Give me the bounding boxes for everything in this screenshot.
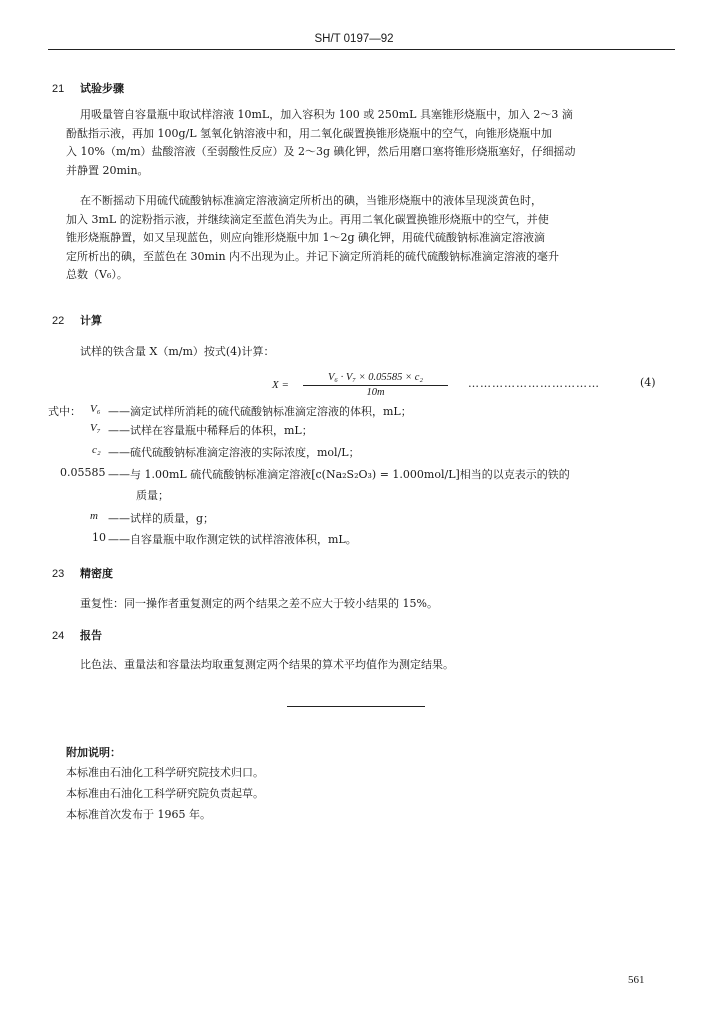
where-symbol: 0.05585 <box>60 466 106 479</box>
section-number: 23 <box>52 568 65 580</box>
section-number: 24 <box>52 630 65 642</box>
section-24-heading <box>52 627 102 643</box>
formula-numerator: V₆ · V₇ × 0.05585 × c₂ <box>303 372 448 386</box>
notes-title: 附加说明： <box>66 747 121 759</box>
where-desc: ——试样的质量，g； <box>108 512 215 525</box>
formula-lhs: X = <box>272 379 289 391</box>
section-title: 报告 <box>80 630 102 642</box>
text-line: 加入 3mL 的淀粉指示液，并继续滴定至蓝色消失为止。再用二氧化碳置换锥形烧瓶中的空气，并使 <box>66 212 549 226</box>
where-desc: ——与 1.00mL 硫代硫酸钠标准滴定溶液[c(Na₂S₂O₃) = 1.000mol/L]相当的以克表示的铁的 <box>108 468 570 481</box>
where-symbol: V₆ <box>90 403 101 415</box>
section-title: 计算 <box>80 315 102 327</box>
text-line: 用吸量管自容量瓶中取试样溶液 10mL，加入容积为 100 或 250mL 具塞锥形烧瓶中，加入 2～3 滴 <box>80 108 573 121</box>
where-symbol: c₂ <box>92 444 101 456</box>
where-desc: ——滴定试样所消耗的硫代硫酸钠标准滴定溶液的体积，mL； <box>108 405 412 418</box>
section-number: 22 <box>52 315 65 327</box>
header-rule <box>48 49 675 50</box>
where-desc: ——自容量瓶中取作测定铁的试样溶液体积，mL。 <box>108 533 357 546</box>
page-number: 561 <box>628 974 645 986</box>
text-line: 锥形烧瓶静置，如又呈现蓝色，则应向锥形烧瓶中加 1～2g 碘化钾，用硫代硫酸钠标准滴定溶液滴 <box>66 231 546 245</box>
text-line: 总数（V₆）。 <box>66 268 128 282</box>
document-code: SH/T 0197—92 <box>314 33 394 45</box>
text-line: 入 10%（m/m）盐酸溶液（至弱酸性反应）及 2～3g 碘化钾，然后用磨口塞将锥形烧瓶塞好，仔细摇动 <box>66 145 576 159</box>
section-23-text: 重复性：同一操作者重复测定的两个结果之差不应大于较小结果的 15%。 <box>80 597 438 610</box>
formula-fraction <box>303 372 448 398</box>
text-line: 并静置 20min。 <box>66 163 149 177</box>
where-desc: ——试样在容量瓶中稀释后的体积，mL； <box>108 424 313 437</box>
where-symbol: m <box>90 510 98 522</box>
where-lead: 式中： <box>48 405 81 418</box>
section-23-heading <box>52 565 113 581</box>
formula-leader-dots: …………………………… <box>468 377 600 390</box>
section-24-text: 比色法、重量法和容量法均取重复测定两个结果的算术平均值作为测定结果。 <box>80 658 454 671</box>
where-desc-cont: 质量； <box>136 489 169 502</box>
section-21-para-1 <box>66 106 576 180</box>
section-title: 精密度 <box>80 568 113 580</box>
section-number: 21 <box>52 83 65 95</box>
calc-intro: 试样的铁含量 X（m/m）按式(4)计算： <box>80 345 275 358</box>
formula-denominator: 10m <box>366 387 385 398</box>
text-line: 在不断摇动下用硫代硫酸钠标准滴定溶液滴定所析出的碘，当锥形烧瓶中的液体呈现淡黄色时， <box>80 194 542 207</box>
where-desc: ——硫代硫酸钠标准滴定溶液的实际浓度，mol/L； <box>108 446 360 459</box>
where-symbol: V₇ <box>90 422 101 434</box>
notes-line: 本标准由石油化工科学研究院负责起草。 <box>66 787 264 800</box>
section-title: 试验步骤 <box>80 83 124 95</box>
notes-line: 本标准首次发布于 1965 年。 <box>66 808 211 821</box>
where-symbol: 10 <box>92 531 106 544</box>
end-separator-rule <box>287 706 425 707</box>
section-21-para-2 <box>66 192 559 285</box>
section-21-heading <box>52 80 124 96</box>
text-line: 酚酞指示液，再加 100g/L 氢氧化钠溶液中和，用二氧化碳置换锥形烧瓶中的空气，向锥形烧瓶中加 <box>66 126 553 140</box>
section-22-heading <box>52 312 102 328</box>
text-line: 定所析出的碘，至蓝色在 30min 内不出现为止。并记下滴定所消耗的硫代硫酸钠标准滴定溶液的毫升 <box>66 249 560 263</box>
equation-number: (4) <box>640 376 656 389</box>
notes-line: 本标准由石油化工科学研究院技术归口。 <box>66 766 264 779</box>
